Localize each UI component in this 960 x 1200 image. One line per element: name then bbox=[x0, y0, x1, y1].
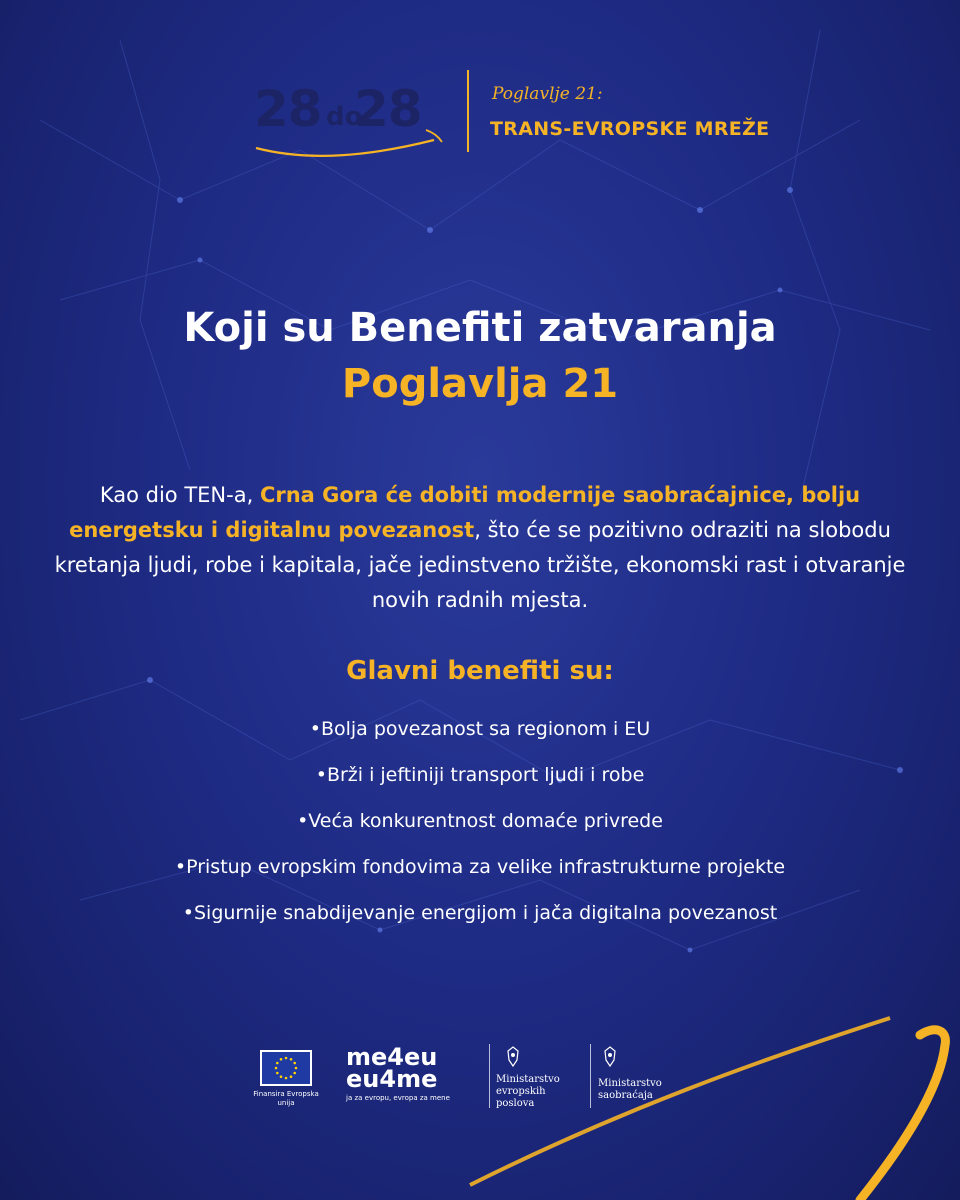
intro-lead: Kao dio TEN-a, bbox=[99, 483, 260, 507]
montenegro-crest-icon bbox=[506, 1046, 520, 1068]
me4eu-caption: ja za evropu, evropa za mene bbox=[346, 1094, 450, 1102]
benefits-list bbox=[0, 706, 960, 936]
ministry2-divider bbox=[590, 1044, 591, 1108]
eu-stars-icon bbox=[262, 1052, 310, 1084]
header bbox=[0, 60, 960, 160]
page-title-line1: Koji su Benefiti zatvaranja bbox=[183, 305, 777, 351]
benefit-item: •Pristup evropskim fondovima za velike infrastrukturne projekte bbox=[174, 856, 786, 878]
ministry-transport: Ministarstvo saobraćaja bbox=[598, 1078, 662, 1101]
benefit-item: •Brži i jeftiniji transport ljudi i robe bbox=[315, 764, 645, 786]
intro-rest: , što će se pozitivno odraziti na slobodu kretanja ljudi, robe i kapitala, jače jedinstveno tržište, ekonomski rast i otvaranje novih radnih mjesta. bbox=[54, 518, 906, 612]
logo-number-first: 28 bbox=[254, 80, 322, 138]
benefit-item: •Veća konkurentnost domaće privrede bbox=[297, 810, 663, 832]
benefit-item: •Bolja povezanost sa regionom i EU bbox=[309, 718, 651, 740]
eu-flag-icon bbox=[260, 1050, 312, 1086]
montenegro-crest-icon bbox=[603, 1046, 617, 1068]
header-divider bbox=[467, 70, 469, 152]
me4eu-logo bbox=[346, 1043, 438, 1093]
intro-highlight: Crna Gora će dobiti modernije saobraćajnice, bolju energetsku i digitalnu povezanost bbox=[69, 483, 861, 542]
benefit-item: •Sigurnije snabdijevanje energijom i jača digitalna povezanost bbox=[182, 902, 778, 924]
logo-number-second: 28 bbox=[354, 80, 422, 138]
intro-paragraph bbox=[50, 478, 910, 618]
logo-swoosh-icon bbox=[250, 122, 450, 162]
chapter-label: Poglavlje 21: bbox=[492, 84, 603, 104]
benefits-heading: Glavni benefiti su: bbox=[346, 656, 614, 686]
ministry1-divider bbox=[489, 1044, 490, 1108]
ministry-european-affairs: Ministarstvo evropskih poslova bbox=[496, 1074, 560, 1109]
footer-logos bbox=[0, 1040, 960, 1120]
logo-do: do bbox=[326, 102, 363, 132]
me4eu-line1: me4eu bbox=[346, 1043, 438, 1071]
chapter-title: TRANS-EVROPSKE MREŽE bbox=[490, 118, 770, 140]
page-title-line2: Poglavlja 21 bbox=[341, 361, 619, 407]
me4eu-line2: eu4me bbox=[346, 1065, 438, 1093]
eu-caption: Finansira Evropska unija bbox=[253, 1090, 319, 1107]
page-title bbox=[0, 300, 960, 412]
